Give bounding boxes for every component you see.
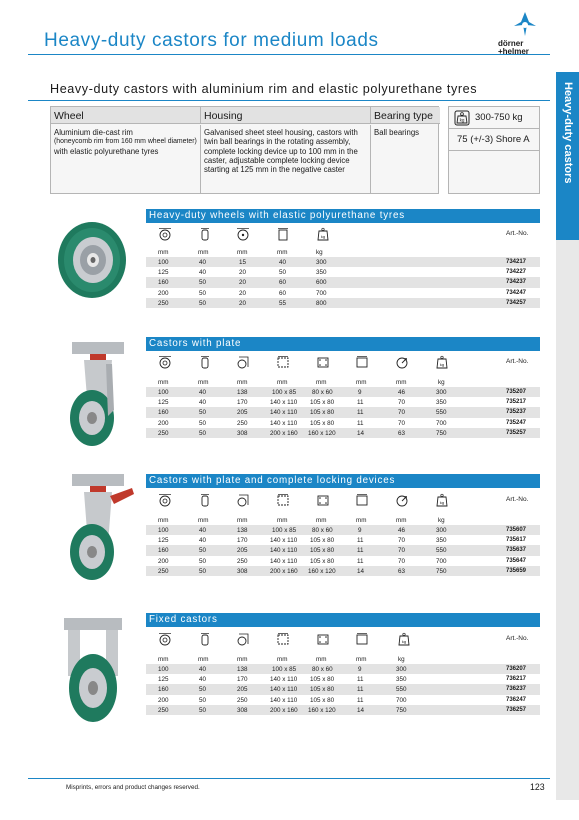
overall-height-icon bbox=[236, 493, 250, 507]
table-cell: 170 bbox=[237, 676, 248, 684]
load-capacity-row bbox=[449, 107, 539, 129]
wheel-diameter-icon bbox=[158, 227, 172, 241]
table-cell: 308 bbox=[237, 567, 248, 575]
table-cell: 350 bbox=[316, 269, 327, 277]
table-row bbox=[146, 684, 540, 694]
unit-cell: mm bbox=[316, 379, 327, 386]
art-no-cell: 736257 bbox=[506, 706, 527, 713]
spec-bearing-text: Ball bearings bbox=[374, 128, 420, 137]
table-cell: 105 x 80 bbox=[310, 537, 335, 545]
hub-length-icon bbox=[276, 227, 290, 241]
unit-cell: mm bbox=[198, 517, 209, 524]
unit-cell: mm bbox=[356, 517, 367, 524]
art-no-cell: 735207 bbox=[506, 389, 527, 395]
table-row bbox=[146, 674, 540, 684]
load-capacity-icon bbox=[435, 493, 449, 507]
unit-cell: mm bbox=[158, 656, 169, 663]
table-cell: 40 bbox=[199, 389, 207, 396]
table-cell: 140 x 110 bbox=[270, 686, 298, 694]
swivel-offset-icon bbox=[395, 493, 409, 507]
table-cell: 50 bbox=[199, 429, 207, 437]
spec-header-bearing: Bearing type bbox=[371, 107, 440, 124]
table-cell: 700 bbox=[396, 696, 407, 704]
table-title-plate-castors: Castors with plate bbox=[146, 337, 540, 351]
table-cell: 50 bbox=[199, 289, 207, 297]
table-cell: 50 bbox=[199, 706, 207, 714]
table-cell: 105 x 80 bbox=[310, 399, 335, 407]
side-strip bbox=[556, 240, 579, 800]
unit-cell: mm bbox=[237, 249, 248, 256]
wheel-width-icon bbox=[198, 493, 212, 507]
table-row bbox=[146, 535, 540, 545]
table-cell: 160 bbox=[158, 686, 169, 694]
table-icons-locking-castors bbox=[146, 489, 540, 513]
table-cell: 550 bbox=[436, 547, 447, 555]
table-wheels bbox=[146, 247, 540, 308]
table-cell: 138 bbox=[237, 389, 248, 396]
table-cell: 11 bbox=[357, 409, 364, 417]
table-cell: 700 bbox=[316, 289, 327, 297]
logo-text bbox=[498, 40, 529, 56]
load-capacity-icon bbox=[435, 355, 449, 369]
table-cell: 550 bbox=[436, 409, 447, 417]
table-cell: 160 x 120 bbox=[308, 567, 336, 575]
units-row bbox=[146, 654, 540, 664]
table-cell: 600 bbox=[316, 279, 327, 287]
table-cell: 70 bbox=[398, 419, 406, 427]
table-row bbox=[146, 705, 540, 715]
table-cell: 200 bbox=[158, 289, 169, 297]
table-cell: 20 bbox=[239, 289, 247, 297]
unit-cell: mm bbox=[277, 249, 288, 256]
table-cell: 80 x 60 bbox=[312, 666, 333, 673]
spec-table bbox=[50, 106, 439, 194]
bolt-hole-icon bbox=[355, 632, 369, 646]
table-cell: 125 bbox=[158, 676, 169, 684]
load-capacity-icon bbox=[316, 227, 330, 241]
spec-housing-text: Galvanised sheet steel housing, castors with twin ball bearings in the rotating assembly, complete locking device up to 100 mm in the caster, adjustable complete locking device starting at 125 mm in the negative caster bbox=[201, 125, 371, 194]
table-cell: 200 bbox=[158, 696, 169, 704]
table-cell: 50 bbox=[199, 557, 207, 565]
table-cell: 105 x 80 bbox=[310, 686, 335, 694]
table-cell: 50 bbox=[199, 547, 207, 555]
art-no-cell: 735237 bbox=[506, 409, 527, 416]
wheel-width-icon bbox=[198, 227, 212, 241]
unit-cell: kg bbox=[316, 249, 323, 256]
table-cell: 9 bbox=[358, 527, 362, 534]
table-icons-plate-castors bbox=[146, 351, 540, 375]
spec-wheel-line-1: Aluminium die-cast rim bbox=[54, 128, 133, 137]
table-cell: 40 bbox=[199, 527, 207, 534]
overall-height-icon bbox=[236, 632, 250, 646]
art-no-cell: 734227 bbox=[506, 269, 527, 276]
table-cell: 40 bbox=[199, 399, 207, 407]
art-no-cell: 735217 bbox=[506, 399, 527, 406]
table-cell: 50 bbox=[199, 299, 207, 307]
table-cell: 160 x 120 bbox=[308, 429, 336, 437]
table-cell: 70 bbox=[398, 537, 406, 545]
table-plate-castors bbox=[146, 377, 540, 438]
logo-symbol-icon bbox=[514, 12, 536, 36]
table-cell: 250 bbox=[158, 429, 169, 437]
table-locking-castors bbox=[146, 515, 540, 576]
table-cell: 140 x 110 bbox=[270, 537, 298, 545]
table-row bbox=[146, 277, 540, 287]
art-no-cell: 736217 bbox=[506, 676, 527, 683]
table-cell: 63 bbox=[398, 567, 406, 575]
wheel-diameter-icon bbox=[158, 493, 172, 507]
art-no-cell: 734217 bbox=[506, 259, 527, 265]
art-no-cell: 735257 bbox=[506, 429, 527, 436]
page-number: 123 bbox=[530, 782, 545, 792]
table-row bbox=[146, 566, 540, 576]
table-cell: 300 bbox=[316, 259, 327, 266]
unit-cell: mm bbox=[198, 379, 209, 386]
art-no-cell: 735607 bbox=[506, 527, 527, 533]
table-cell: 170 bbox=[237, 399, 248, 407]
fixed-castor-photo bbox=[58, 616, 128, 726]
table-cell: 205 bbox=[237, 409, 248, 417]
unit-cell: mm bbox=[158, 517, 169, 524]
table-cell: 40 bbox=[199, 269, 207, 277]
unit-cell: mm bbox=[277, 379, 288, 386]
table-cell: 11 bbox=[357, 557, 364, 565]
art-no-cell: 734247 bbox=[506, 289, 527, 296]
table-cell: 105 x 80 bbox=[310, 409, 335, 417]
unit-cell: mm bbox=[396, 517, 407, 524]
shore-hardness: 75 (+/-3) Shore A bbox=[449, 129, 539, 151]
unit-cell: kg bbox=[438, 517, 445, 524]
table-cell: 100 bbox=[158, 259, 169, 266]
table-cell: 11 bbox=[357, 399, 364, 407]
table-row bbox=[146, 397, 540, 407]
table-cell: 140 x 110 bbox=[270, 547, 298, 555]
table-cell: 300 bbox=[436, 389, 447, 396]
table-cell: 14 bbox=[357, 706, 365, 714]
table-row bbox=[146, 545, 540, 555]
table-cell: 350 bbox=[436, 399, 447, 407]
table-cell: 20 bbox=[239, 299, 247, 307]
table-cell: 250 bbox=[158, 567, 169, 575]
table-cell: 11 bbox=[357, 419, 364, 427]
table-cell: 250 bbox=[158, 299, 169, 307]
table-cell: 14 bbox=[357, 567, 365, 575]
table-cell: 50 bbox=[279, 269, 287, 277]
spec-header-wheel: Wheel bbox=[51, 107, 201, 124]
table-icons-fixed-castors bbox=[146, 628, 540, 652]
table-cell: 11 bbox=[357, 547, 364, 555]
table-cell: 50 bbox=[199, 686, 207, 694]
table-row bbox=[146, 418, 540, 428]
table-cell: 100 x 85 bbox=[272, 666, 297, 673]
table-cell: 700 bbox=[436, 557, 447, 565]
logo-line-1: dörner bbox=[498, 39, 524, 48]
svg-text:kg: kg bbox=[401, 639, 407, 644]
table-cell: 550 bbox=[396, 686, 407, 694]
swivel-offset-icon bbox=[395, 355, 409, 369]
spec-wheel-line-2: (honeycomb rim from 160 mm wheel diameter) bbox=[54, 138, 197, 146]
art-no-cell: 736207 bbox=[506, 666, 527, 672]
table-cell: 800 bbox=[316, 299, 327, 307]
wheel-photo bbox=[52, 216, 134, 300]
table-cell: 40 bbox=[199, 666, 207, 673]
unit-cell: kg bbox=[438, 379, 445, 386]
table-cell: 200 x 160 bbox=[270, 706, 298, 714]
table-cell: 250 bbox=[237, 557, 248, 565]
table-row bbox=[146, 525, 540, 535]
table-cell: 50 bbox=[199, 696, 207, 704]
load-range: 300-750 kg bbox=[475, 112, 523, 123]
table-cell: 125 bbox=[158, 537, 169, 545]
table-cell: 105 x 80 bbox=[310, 676, 335, 684]
table-row bbox=[146, 288, 540, 298]
section-divider bbox=[28, 100, 550, 101]
table-cell: 11 bbox=[357, 537, 364, 545]
unit-cell: mm bbox=[396, 379, 407, 386]
side-tab bbox=[556, 72, 579, 240]
unit-cell: kg bbox=[398, 656, 405, 663]
table-cell: 50 bbox=[199, 567, 207, 575]
table-cell: 11 bbox=[357, 676, 364, 684]
art-no-cell: 736237 bbox=[506, 686, 527, 693]
table-cell: 100 bbox=[158, 666, 169, 673]
table-cell: 46 bbox=[398, 527, 406, 534]
table-cell: 100 bbox=[158, 527, 169, 534]
art-no-cell: 735659 bbox=[506, 567, 527, 574]
bolt-spacing-icon bbox=[316, 493, 330, 507]
unit-cell: mm bbox=[237, 379, 248, 386]
table-cell: 200 bbox=[158, 557, 169, 565]
unit-cell: mm bbox=[277, 656, 288, 663]
table-cell: 9 bbox=[358, 389, 362, 396]
unit-cell: mm bbox=[198, 656, 209, 663]
wheel-diameter-icon bbox=[158, 632, 172, 646]
table-cell: 160 bbox=[158, 409, 169, 417]
overall-height-icon bbox=[236, 355, 250, 369]
table-cell: 750 bbox=[396, 706, 407, 714]
table-cell: 140 x 110 bbox=[270, 409, 298, 417]
unit-cell: mm bbox=[158, 249, 169, 256]
table-row bbox=[146, 428, 540, 438]
table-cell: 70 bbox=[398, 409, 406, 417]
table-cell: 55 bbox=[279, 299, 287, 307]
table-cell: 105 x 80 bbox=[310, 419, 335, 427]
table-cell: 160 x 120 bbox=[308, 706, 336, 714]
table-cell: 100 bbox=[158, 389, 169, 396]
wheel-diameter-icon bbox=[158, 355, 172, 369]
swivel-castor-photo bbox=[62, 340, 134, 450]
bolt-spacing-icon bbox=[316, 355, 330, 369]
locking-castor-photo bbox=[62, 470, 138, 586]
art-no-cell: 734257 bbox=[506, 299, 527, 306]
art-no-cell: 735617 bbox=[506, 537, 527, 544]
table-cell: 125 bbox=[158, 399, 169, 407]
units-row bbox=[146, 377, 540, 387]
unit-cell: mm bbox=[237, 656, 248, 663]
table-cell: 50 bbox=[199, 409, 207, 417]
table-cell: 750 bbox=[436, 567, 447, 575]
table-fixed-castors bbox=[146, 654, 540, 715]
table-cell: 70 bbox=[398, 399, 406, 407]
art-no-label: Art.-No. bbox=[506, 230, 529, 237]
table-cell: 250 bbox=[237, 696, 248, 704]
table-row bbox=[146, 257, 540, 267]
section-title: Heavy-duty castors with aluminium rim and elastic polyurethane tyres bbox=[50, 82, 478, 96]
table-cell: 11 bbox=[357, 696, 364, 704]
wheel-width-icon bbox=[198, 355, 212, 369]
plate-size-icon bbox=[276, 493, 290, 507]
spec-header-housing: Housing bbox=[201, 107, 371, 124]
table-cell: 750 bbox=[436, 429, 447, 437]
table-cell: 9 bbox=[358, 666, 362, 673]
table-cell: 140 x 110 bbox=[270, 696, 298, 704]
table-cell: 160 bbox=[158, 279, 169, 287]
table-cell: 63 bbox=[398, 429, 406, 437]
table-cell: 125 bbox=[158, 269, 169, 277]
table-cell: 138 bbox=[237, 666, 248, 673]
table-cell: 308 bbox=[237, 429, 248, 437]
brand-logo bbox=[498, 12, 552, 60]
table-cell: 200 x 160 bbox=[270, 429, 298, 437]
spec-wheel-line-3: with elastic polyurethane tyres bbox=[54, 146, 159, 156]
art-no-label: Art.-No. bbox=[506, 358, 529, 365]
table-cell: 205 bbox=[237, 547, 248, 555]
table-cell: 20 bbox=[239, 279, 247, 287]
table-row bbox=[146, 407, 540, 417]
table-cell: 15 bbox=[239, 259, 247, 266]
table-row bbox=[146, 267, 540, 277]
logo-line-2: +helmer bbox=[498, 47, 529, 56]
table-cell: 70 bbox=[398, 547, 406, 555]
spec-wheel-text bbox=[51, 125, 201, 194]
units-row bbox=[146, 515, 540, 525]
table-cell: 140 x 110 bbox=[270, 557, 298, 565]
side-tab-label: Heavy-duty castors bbox=[562, 82, 574, 184]
table-title-fixed-castors: Fixed castors bbox=[146, 613, 540, 627]
header-divider bbox=[28, 54, 550, 55]
bolt-hole-icon bbox=[355, 355, 369, 369]
table-cell: 350 bbox=[436, 537, 447, 545]
bolt-spacing-icon bbox=[316, 632, 330, 646]
table-cell: 250 bbox=[158, 706, 169, 714]
table-cell: 170 bbox=[237, 537, 248, 545]
wheel-width-icon bbox=[198, 632, 212, 646]
table-cell: 308 bbox=[237, 706, 248, 714]
svg-text:kg: kg bbox=[439, 362, 445, 367]
table-cell: 300 bbox=[396, 666, 407, 673]
table-cell: 105 x 80 bbox=[310, 557, 335, 565]
art-no-cell: 735637 bbox=[506, 547, 527, 554]
plate-size-icon bbox=[276, 355, 290, 369]
weight-kg-icon bbox=[454, 110, 470, 126]
svg-text:kg: kg bbox=[459, 117, 465, 123]
table-cell: 20 bbox=[239, 269, 247, 277]
unit-cell: mm bbox=[356, 379, 367, 386]
table-cell: 60 bbox=[279, 289, 287, 297]
table-cell: 350 bbox=[396, 676, 407, 684]
art-no-cell: 735247 bbox=[506, 419, 527, 426]
table-cell: 40 bbox=[199, 537, 207, 545]
bolt-hole-icon bbox=[355, 493, 369, 507]
table-icons-wheels bbox=[146, 223, 540, 247]
table-cell: 300 bbox=[436, 527, 447, 534]
table-row bbox=[146, 298, 540, 308]
table-cell: 200 x 160 bbox=[270, 567, 298, 575]
table-cell: 138 bbox=[237, 527, 248, 534]
table-cell: 40 bbox=[199, 676, 207, 684]
load-capacity-icon bbox=[397, 632, 411, 646]
table-row bbox=[146, 664, 540, 674]
art-no-label: Art.-No. bbox=[506, 635, 529, 642]
table-cell: 140 x 110 bbox=[270, 419, 298, 427]
art-no-cell: 734237 bbox=[506, 279, 527, 286]
svg-text:kg: kg bbox=[320, 234, 326, 239]
art-no-cell: 736247 bbox=[506, 696, 527, 703]
plate-size-icon bbox=[276, 632, 290, 646]
bore-diameter-icon bbox=[236, 227, 250, 241]
table-cell: 140 x 110 bbox=[270, 399, 298, 407]
unit-cell: mm bbox=[237, 517, 248, 524]
table-cell: 200 bbox=[158, 419, 169, 427]
unit-cell: mm bbox=[316, 517, 327, 524]
table-cell: 80 x 60 bbox=[312, 389, 333, 396]
table-cell: 60 bbox=[279, 279, 287, 287]
footer-divider bbox=[28, 778, 550, 779]
table-cell: 70 bbox=[398, 557, 406, 565]
table-cell: 700 bbox=[436, 419, 447, 427]
table-cell: 105 x 80 bbox=[310, 696, 335, 704]
table-cell: 105 x 80 bbox=[310, 547, 335, 555]
table-cell: 100 x 85 bbox=[272, 389, 297, 396]
units-row bbox=[146, 247, 540, 257]
table-cell: 50 bbox=[199, 279, 207, 287]
table-cell: 40 bbox=[199, 259, 207, 266]
table-cell: 50 bbox=[199, 419, 207, 427]
table-cell: 14 bbox=[357, 429, 365, 437]
load-box bbox=[448, 106, 540, 194]
table-cell: 40 bbox=[279, 259, 287, 266]
table-cell: 11 bbox=[357, 686, 364, 694]
unit-cell: mm bbox=[158, 379, 169, 386]
unit-cell: mm bbox=[198, 249, 209, 256]
svg-text:kg: kg bbox=[439, 500, 445, 505]
table-cell: 205 bbox=[237, 686, 248, 694]
art-no-cell: 735647 bbox=[506, 557, 527, 564]
art-no-label: Art.-No. bbox=[506, 496, 529, 503]
footer-disclaimer: Misprints, errors and product changes reserved. bbox=[66, 784, 200, 791]
unit-cell: mm bbox=[277, 517, 288, 524]
table-row bbox=[146, 556, 540, 566]
table-cell: 100 x 85 bbox=[272, 527, 297, 534]
unit-cell: mm bbox=[356, 656, 367, 663]
table-cell: 250 bbox=[237, 419, 248, 427]
page-title: Heavy-duty castors for medium loads bbox=[44, 30, 379, 51]
table-row bbox=[146, 695, 540, 705]
table-cell: 160 bbox=[158, 547, 169, 555]
table-title-locking-castors: Castors with plate and complete locking devices bbox=[146, 474, 540, 488]
table-cell: 140 x 110 bbox=[270, 676, 298, 684]
table-cell: 80 x 60 bbox=[312, 527, 333, 534]
table-title-wheels: Heavy-duty wheels with elastic polyurethane tyres bbox=[146, 209, 540, 223]
table-row bbox=[146, 387, 540, 397]
unit-cell: mm bbox=[316, 656, 327, 663]
table-cell: 46 bbox=[398, 389, 406, 396]
